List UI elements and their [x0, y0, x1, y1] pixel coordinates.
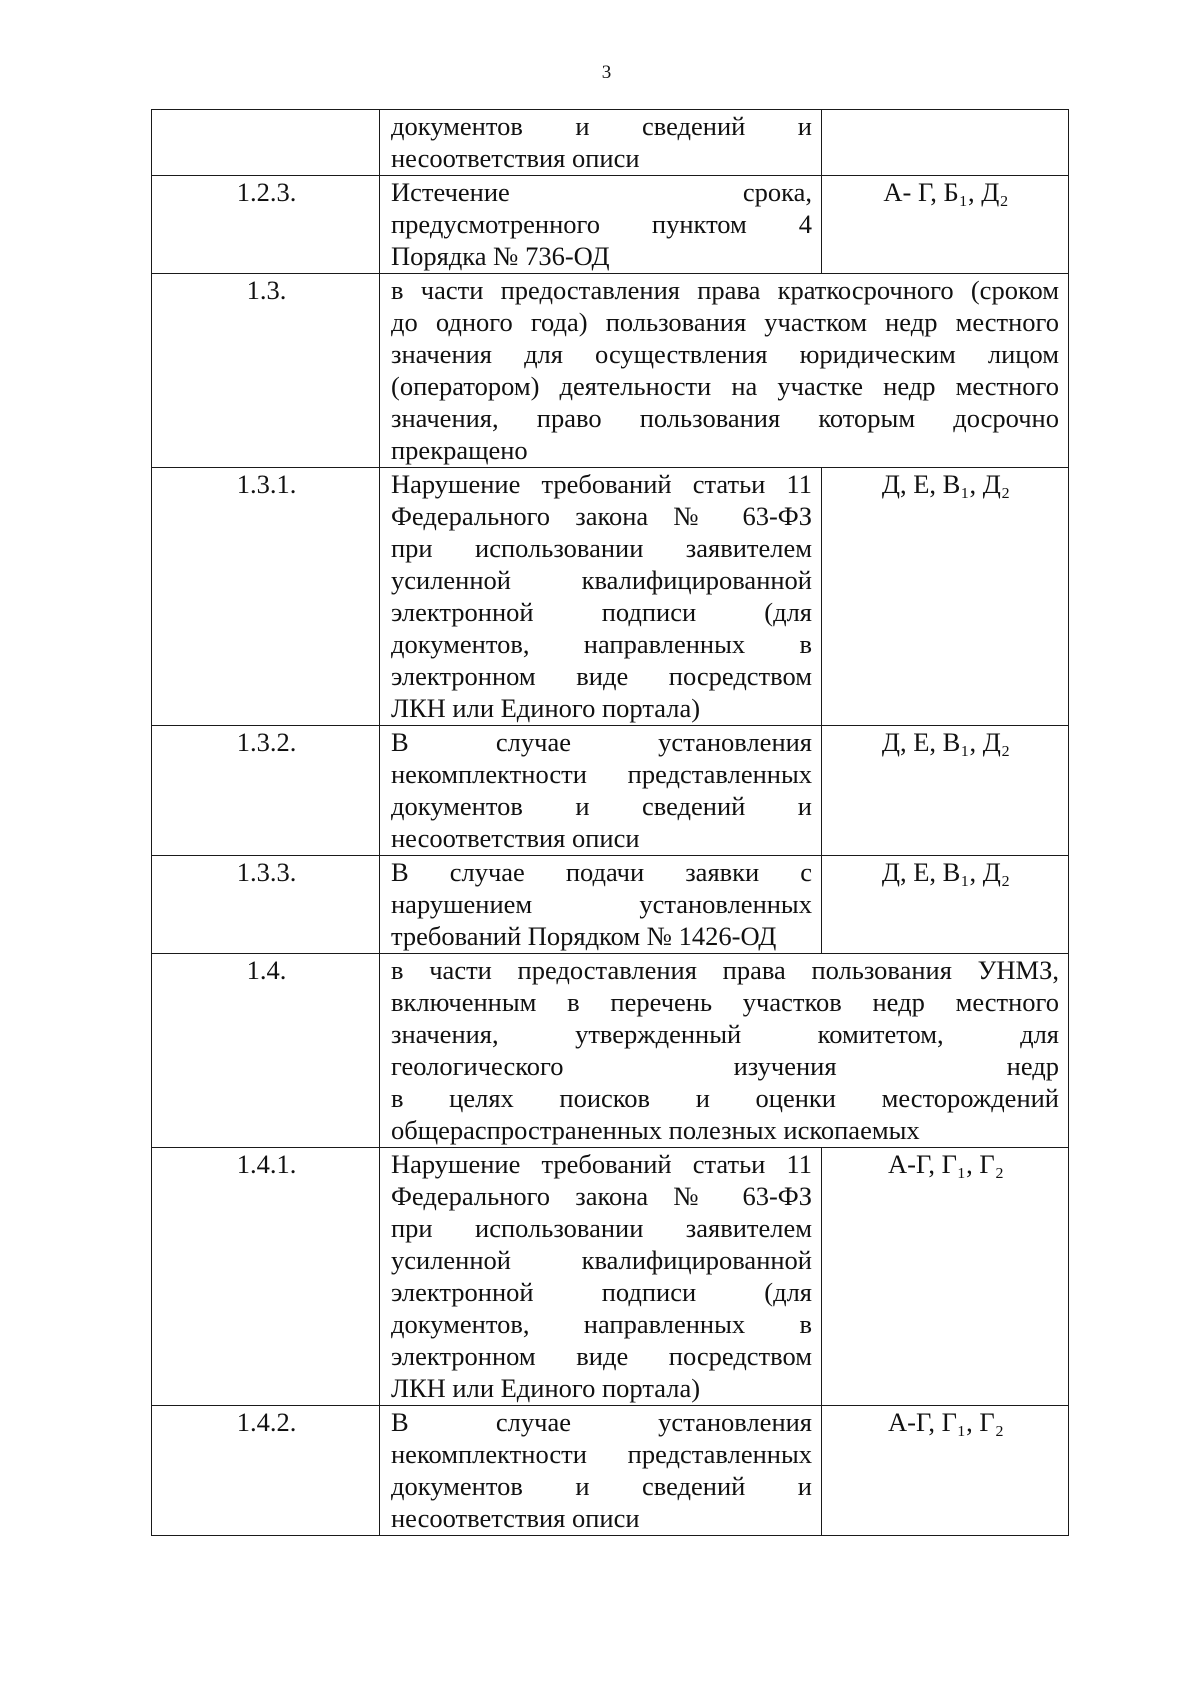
- row-number: 1.4.: [152, 954, 380, 1148]
- notice-codes: А-Г, Г₁, Г₂: [822, 1406, 1069, 1536]
- text-line: Федерального закона № 63-ФЗ: [391, 1181, 812, 1211]
- table-row: [152, 176, 1069, 274]
- row-number: 1.3.: [152, 274, 380, 468]
- text-line: несоответствия описи: [391, 143, 640, 173]
- ground-description: [380, 1148, 822, 1406]
- text-line: В случае установления: [391, 1407, 812, 1437]
- table-row: [152, 856, 1069, 954]
- ground-description: [380, 1406, 822, 1536]
- text-line: Порядка № 736-ОД: [391, 241, 610, 271]
- text-line: ЛКН или Единого портала): [391, 1373, 701, 1403]
- text-line: усиленной квалифицированной: [391, 565, 812, 595]
- text-line: в части предоставления права пользования УНМЗ,: [391, 955, 1059, 985]
- text-line: Федерального закона № 63-ФЗ: [391, 501, 812, 531]
- text-line: (оператором) деятельности на участке недр местного: [391, 371, 1059, 401]
- text-line: документов и сведений и: [391, 111, 812, 141]
- table-row: [152, 110, 1069, 176]
- text-line: электронной подписи (для: [391, 597, 812, 627]
- text-line: некомплектности представленных: [391, 759, 812, 789]
- table-row: [152, 1148, 1069, 1406]
- table-body: [152, 110, 1069, 1536]
- row-number: 1.3.2.: [152, 726, 380, 856]
- text-line: электронной подписи (для: [391, 1277, 812, 1307]
- text-line: при использовании заявителем: [391, 1213, 812, 1243]
- row-number: 1.3.3.: [152, 856, 380, 954]
- ground-description: [380, 726, 822, 856]
- text-line: прекращено: [391, 435, 528, 465]
- notice-codes: Д, Е, В₁, Д₂: [822, 468, 1069, 726]
- text-line: Нарушение требований статьи 11: [391, 469, 812, 499]
- text-line: некомплектности представленных: [391, 1439, 812, 1469]
- text-line: нарушением установленных: [391, 889, 812, 919]
- text-line: документов и сведений и: [391, 791, 812, 821]
- ground-description: [380, 856, 822, 954]
- text-line: геологического изучения недр: [391, 1051, 1059, 1081]
- table-row: [152, 954, 1069, 1148]
- text-line: документов и сведений и: [391, 1471, 812, 1501]
- notice-codes: [822, 110, 1069, 176]
- text-line: Нарушение требований статьи 11: [391, 1149, 812, 1179]
- text-line: значения для осуществления юридическим лицом: [391, 339, 1059, 369]
- text-line: значения, право пользования которым досрочно: [391, 403, 1059, 433]
- text-line: несоответствия описи: [391, 1503, 640, 1533]
- text-line: Истечение срока,: [391, 177, 812, 207]
- text-line: ЛКН или Единого портала): [391, 693, 701, 723]
- text-line: значения, утвержденный комитетом, для: [391, 1019, 1059, 1049]
- grounds-table: [151, 109, 1069, 1536]
- text-line: общераспространенных полезных ископаемых: [391, 1115, 920, 1145]
- section-description: [380, 274, 1069, 468]
- ground-description: [380, 176, 822, 274]
- text-line: В случае подачи заявки с: [391, 857, 812, 887]
- row-number: 1.4.1.: [152, 1148, 380, 1406]
- text-line: электронном виде посредством: [391, 661, 812, 691]
- row-number: 1.4.2.: [152, 1406, 380, 1536]
- notice-codes: Д, Е, В₁, Д₂: [822, 726, 1069, 856]
- page-number: 3: [601, 62, 612, 83]
- text-line: документов, направленных в: [391, 1309, 812, 1339]
- text-line: документов, направленных в: [391, 629, 812, 659]
- text-line: до одного года) пользования участком недр местного: [391, 307, 1059, 337]
- section-description: [380, 954, 1069, 1148]
- row-number: 1.3.1.: [152, 468, 380, 726]
- ground-description: [380, 110, 822, 176]
- table-row: [152, 468, 1069, 726]
- text-line: предусмотренного пунктом 4: [391, 209, 812, 239]
- text-line: требований Порядком № 1426-ОД: [391, 921, 777, 951]
- table-row: [152, 1406, 1069, 1536]
- text-line: несоответствия описи: [391, 823, 640, 853]
- text-line: усиленной квалифицированной: [391, 1245, 812, 1275]
- table-row: [152, 274, 1069, 468]
- notice-codes: Д, Е, В₁, Д₂: [822, 856, 1069, 954]
- text-line: при использовании заявителем: [391, 533, 812, 563]
- text-line: в целях поисков и оценки месторождений: [391, 1083, 1059, 1113]
- table-row: [152, 726, 1069, 856]
- notice-codes: А- Г, Б₁, Д₂: [822, 176, 1069, 274]
- text-line: в части предоставления права краткосрочного (сроком: [391, 275, 1059, 305]
- text-line: включенным в перечень участков недр местного: [391, 987, 1059, 1017]
- text-line: В случае установления: [391, 727, 812, 757]
- row-number: 1.2.3.: [152, 176, 380, 274]
- ground-description: [380, 468, 822, 726]
- text-line: электронном виде посредством: [391, 1341, 812, 1371]
- notice-codes: А-Г, Г₁, Г₂: [822, 1148, 1069, 1406]
- row-number: [152, 110, 380, 176]
